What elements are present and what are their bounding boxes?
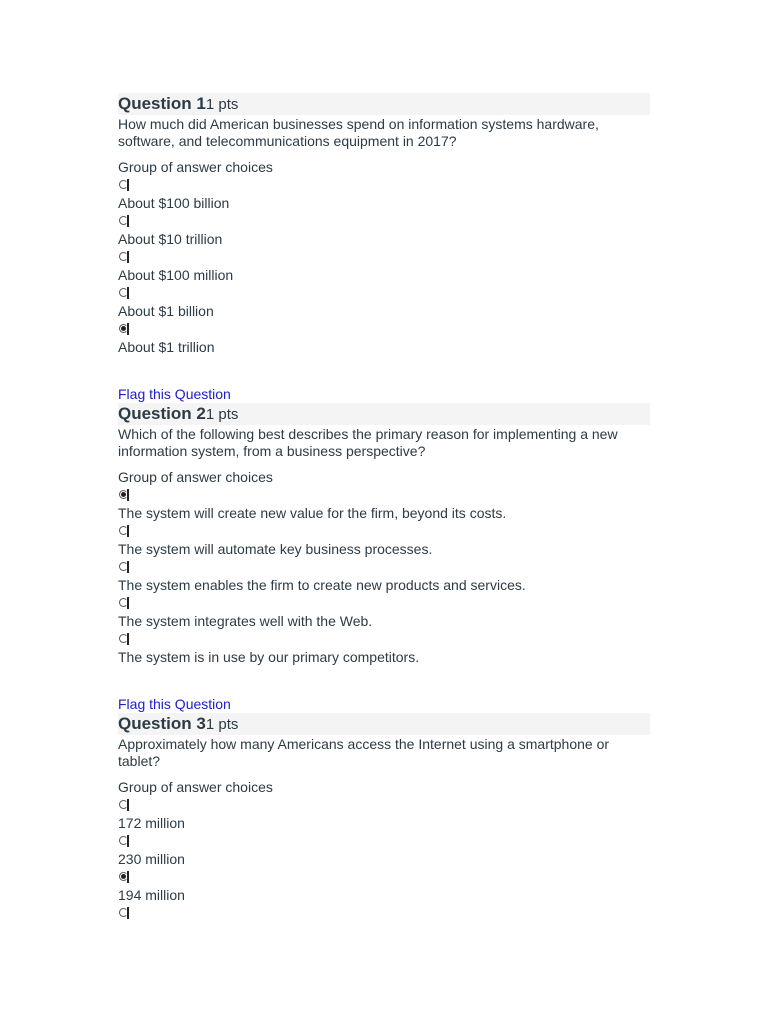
answer-group-label: Group of answer choices [118,159,273,175]
radio-button[interactable] [118,215,132,229]
answer-label[interactable]: 230 million [118,851,185,867]
answer-label[interactable]: About $1 billion [118,303,214,319]
radio-button-selected[interactable] [118,323,132,337]
answer-choice [118,835,650,868]
flag-question-link[interactable]: Flag this Question [118,696,231,712]
answer-choice [118,799,650,832]
answer-choice [118,251,650,284]
question-title: Question 1 [118,94,206,113]
answer-label[interactable]: 172 million [118,815,185,831]
quiz-content [118,93,650,923]
question-2 [118,386,650,666]
answer-label[interactable]: About $100 billion [118,195,230,211]
answer-label[interactable]: The system will automate key business processes. [118,541,433,557]
question-header [118,93,650,115]
answer-choice [118,597,650,630]
answer-choice [118,633,650,666]
answer-choice [118,907,650,921]
question-header [118,713,650,735]
question-points: 1 pts [205,716,239,733]
question-points: 1 pts [205,96,239,113]
radio-button[interactable] [118,597,132,611]
answer-label[interactable]: The system will create new value for the firm, beyond its costs. [118,505,507,521]
radio-button[interactable] [118,633,132,647]
answer-choice [118,287,650,320]
radio-button[interactable] [118,251,132,265]
answer-label[interactable]: The system is in use by our primary competitors. [118,649,420,665]
question-points: 1 pts [205,406,239,423]
answer-choice [118,871,650,904]
answer-choice [118,489,650,522]
radio-button-selected[interactable] [118,489,132,503]
radio-button[interactable] [118,525,132,539]
answer-choice [118,525,650,558]
radio-button[interactable] [118,835,132,849]
radio-button-selected[interactable] [118,871,132,885]
answer-label[interactable]: 194 million [118,887,185,903]
answer-label[interactable]: The system integrates well with the Web. [118,613,373,629]
question-1 [118,93,650,356]
answer-label[interactable]: About $1 trillion [118,339,215,355]
question-text: Approximately how many Americans access the Internet using a smartphone or tablet? [118,736,610,769]
question-3 [118,696,650,921]
answer-label[interactable]: About $100 million [118,267,234,283]
question-header [118,403,650,425]
answer-group-label: Group of answer choices [118,779,273,795]
radio-button[interactable] [118,287,132,301]
answer-choice [118,215,650,248]
answer-label[interactable]: The system enables the firm to create new products and services. [118,577,526,593]
question-title: Question 3 [118,714,206,733]
question-text: How much did American businesses spend on information systems hardware, software, and telecommunications equipment in 2017? [118,116,599,149]
question-text: Which of the following best describes the primary reason for implementing a new information system, from a business perspective? [118,426,618,459]
answer-choice [118,179,650,212]
radio-button[interactable] [118,799,132,813]
answer-choice [118,323,650,356]
radio-button[interactable] [118,907,132,921]
answer-choice [118,561,650,594]
radio-button[interactable] [118,179,132,193]
answer-group-label: Group of answer choices [118,469,273,485]
flag-question-link[interactable]: Flag this Question [118,386,231,402]
answer-label[interactable]: About $10 trillion [118,231,223,247]
radio-button[interactable] [118,561,132,575]
question-title: Question 2 [118,404,206,423]
